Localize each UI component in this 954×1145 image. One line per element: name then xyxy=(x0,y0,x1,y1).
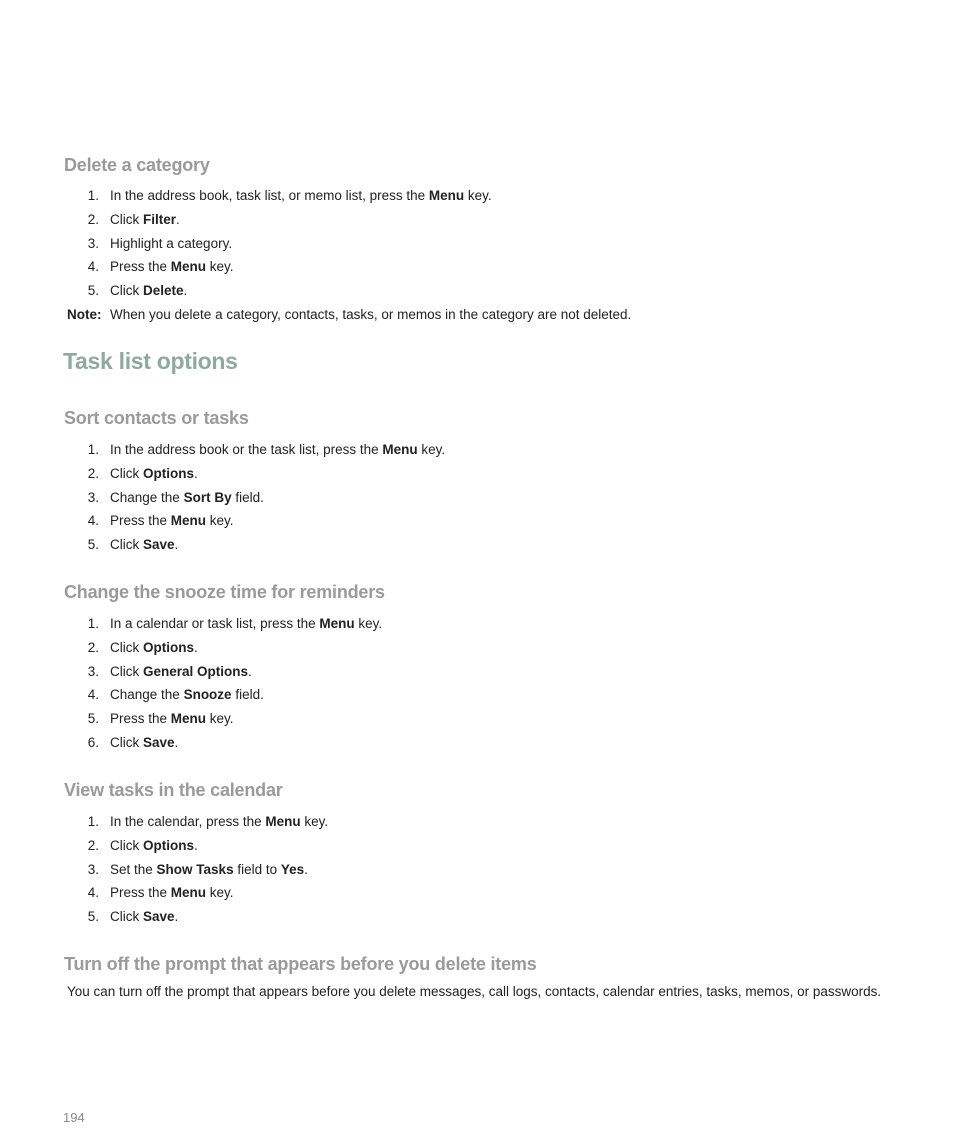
step-number: 1. xyxy=(87,616,99,631)
step-number: 5. xyxy=(87,537,99,553)
step-text-segment: In the calendar, press the xyxy=(110,814,266,829)
step-text xyxy=(110,707,234,731)
step-number: 3. xyxy=(87,489,99,505)
step-number: 1. xyxy=(87,188,99,203)
step-text-segment: In a calendar or task list, press the xyxy=(110,616,320,631)
step-text xyxy=(110,881,234,905)
step-number: 5. xyxy=(87,283,99,299)
step-number: 2. xyxy=(87,639,99,655)
note-text: When you delete a category, contacts, tasks, or memos in the category are not deleted. xyxy=(110,307,632,322)
step-number: 1. xyxy=(87,814,99,829)
step-text-segment: . xyxy=(174,734,179,750)
step-text-segment: Click xyxy=(110,283,143,299)
step-number: 4. xyxy=(87,259,99,275)
step-text-segment: Set the xyxy=(110,861,157,877)
step-text xyxy=(110,612,382,636)
step-text-bold: Menu xyxy=(170,885,207,901)
step-text-segment: Press the xyxy=(110,885,171,901)
step-number: 4. xyxy=(87,513,99,529)
step-text xyxy=(110,636,198,660)
step-text-segment: Press the xyxy=(110,513,171,529)
step-text-bold: Options xyxy=(143,837,194,853)
step-text-segment: . xyxy=(174,909,179,925)
step-text-segment: Click xyxy=(110,211,143,227)
step-text xyxy=(110,232,232,256)
step-number: 2. xyxy=(87,465,99,481)
step-text-bold: Save xyxy=(143,909,175,925)
step-text-segment: key. xyxy=(417,442,446,457)
step-text-segment: Change the xyxy=(110,687,184,703)
step-text-segment: key. xyxy=(206,885,234,901)
step-text-bold: Save xyxy=(143,734,175,750)
step-text-segment: . xyxy=(176,211,180,227)
section-heading-view-tasks: View tasks in the calendar xyxy=(64,780,283,800)
step-text-bold: Menu xyxy=(319,616,355,631)
step-text xyxy=(110,683,264,707)
section-heading-snooze: Change the snooze time for reminders xyxy=(64,582,385,602)
step-text xyxy=(110,462,198,486)
section-heading-turn-off-prompt: Turn off the prompt that appears before you delete items xyxy=(64,954,537,974)
step-text-segment: Click xyxy=(110,663,143,679)
step-text-segment: . xyxy=(194,465,198,481)
step-text-bold: Filter xyxy=(143,211,177,227)
step-text-bold: Menu xyxy=(170,711,207,727)
step-text-segment: . xyxy=(304,861,308,877)
step-number: 3. xyxy=(87,235,99,251)
step-text xyxy=(110,486,264,510)
step-text-segment: In the address book, task list, or memo list, press the xyxy=(110,188,429,203)
step-text xyxy=(110,509,234,533)
step-number: 5. xyxy=(87,711,99,727)
step-text-segment: key. xyxy=(464,188,492,203)
step-text xyxy=(110,438,445,462)
step-text-bold: Menu xyxy=(428,188,465,203)
step-text-segment: field. xyxy=(231,489,264,505)
step-text-segment: . xyxy=(194,639,198,655)
paragraph-turn-off-prompt: You can turn off the prompt that appears before you delete messages, call logs, contacts, calendar entries, tasks, memos, or passwords. xyxy=(67,984,882,999)
step-text-segment: key. xyxy=(206,513,234,529)
section-heading-delete-category: Delete a category xyxy=(64,155,210,175)
step-text-segment: key. xyxy=(206,711,234,727)
step-text-segment: Press the xyxy=(110,711,171,727)
step-number: 3. xyxy=(87,861,99,877)
step-text-bold: Delete xyxy=(143,283,184,299)
step-text-segment: In the address book or the task list, press the xyxy=(110,442,383,457)
step-text-bold: Options xyxy=(143,639,194,655)
step-text-segment: Highlight a category. xyxy=(110,235,233,251)
step-text-segment: Click xyxy=(110,537,143,553)
step-number: 3. xyxy=(87,663,99,679)
step-text-segment: field. xyxy=(231,687,264,703)
step-number: 2. xyxy=(87,837,99,853)
step-text-segment: Click xyxy=(110,837,143,853)
step-text-bold: Menu xyxy=(265,814,301,829)
step-text-segment: . xyxy=(194,837,198,853)
step-text xyxy=(110,731,178,755)
step-text xyxy=(110,660,252,684)
step-text xyxy=(110,858,308,882)
step-number: 1. xyxy=(87,442,99,457)
step-text xyxy=(110,905,178,929)
step-text-segment: Change the xyxy=(110,489,184,505)
step-text-segment: key. xyxy=(300,814,329,829)
step-text xyxy=(110,255,234,279)
step-text-bold: Menu xyxy=(382,442,418,457)
step-text xyxy=(110,533,178,557)
step-text-segment: Click xyxy=(110,734,143,750)
step-number: 5. xyxy=(87,909,99,925)
step-number: 6. xyxy=(87,734,99,750)
step-text-segment: Click xyxy=(110,909,143,925)
step-text xyxy=(110,810,328,834)
step-text-bold: Show Tasks xyxy=(156,861,234,877)
step-text-segment: . xyxy=(248,663,252,679)
step-text-bold: Yes xyxy=(280,861,305,877)
step-number: 4. xyxy=(87,687,99,703)
step-text-bold: Snooze xyxy=(183,687,232,703)
step-text xyxy=(110,208,180,232)
step-text-bold: General Options xyxy=(143,663,249,679)
step-text-bold: Sort By xyxy=(183,489,232,505)
section-heading-sort: Sort contacts or tasks xyxy=(64,408,249,428)
step-text-segment: Press the xyxy=(110,259,171,275)
step-text-bold: Options xyxy=(143,465,194,481)
step-text xyxy=(110,279,187,303)
chapter-title: Task list options xyxy=(63,348,238,374)
page-number: 194 xyxy=(63,1110,85,1125)
note xyxy=(67,307,632,322)
step-text-segment: Click xyxy=(110,465,143,481)
step-text-segment: field to xyxy=(233,861,281,877)
step-number: 2. xyxy=(87,211,99,227)
step-text xyxy=(110,834,198,858)
step-text-segment: key. xyxy=(354,616,383,631)
step-text-bold: Menu xyxy=(170,259,207,275)
step-text-bold: Menu xyxy=(170,513,207,529)
step-text-segment: . xyxy=(183,283,188,299)
step-text-bold: Save xyxy=(143,537,175,553)
step-number: 4. xyxy=(87,885,99,901)
step-text-segment: Click xyxy=(110,639,143,655)
step-text xyxy=(110,184,492,208)
step-text-segment: . xyxy=(174,537,179,553)
step-text-segment: key. xyxy=(206,259,234,275)
note-label: Note: xyxy=(67,307,102,322)
